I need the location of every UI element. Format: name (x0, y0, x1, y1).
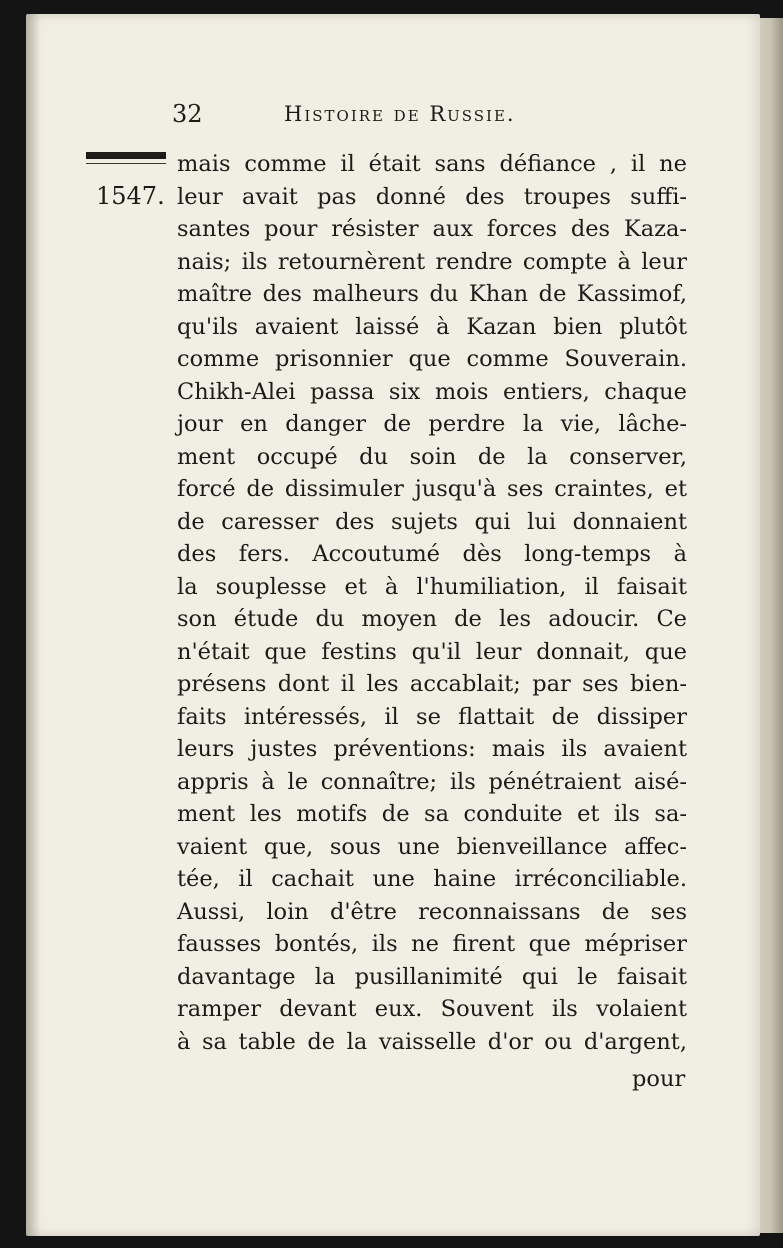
text-line: Chikh-Alei passa six mois entiers, chaque (177, 378, 687, 405)
text-line: fausses bontés, ils ne firent que mépriser (177, 931, 687, 957)
text-line: leurs justes préventions: mais ils avaient (177, 736, 687, 762)
text-line: appris à le connaître; ils pénétraient aisé- (177, 768, 687, 795)
text-line: ramper devant eux. Souvent ils volaient (177, 996, 687, 1022)
text-line: leur avait pas donné des troupes suffi- (177, 183, 687, 210)
gutter-shadow (26, 14, 40, 1236)
text-line: forcé de dissimuler jusqu'à ses craintes, et (177, 476, 687, 502)
text-line: son étude du moyen de les adoucir. Ce (177, 606, 687, 632)
text-line: Aussi, loin d'être reconnaissans de ses (177, 898, 687, 925)
running-title: Histoire de Russie. (284, 102, 516, 126)
text-line: qu'ils avaient laissé à Kazan bien plutôt (177, 313, 687, 340)
text-line: vaient que, sous une bienveillance affec- (177, 833, 687, 860)
margin-year: 1547. (96, 182, 165, 210)
text-line: maître des malheurs du Khan de Kassimof, (177, 281, 687, 307)
margin-rule (86, 152, 166, 159)
text-line: davantage la pusillanimité qui le faisait (177, 963, 687, 990)
text-line: santes pour résister aux forces des Kaza- (177, 216, 687, 242)
text-line: présens dont il les accablait; par ses bien- (177, 671, 687, 697)
margin-rule-thin (86, 163, 166, 164)
text-line: la souplesse et à l'humiliation, il faisait (177, 573, 687, 600)
text-line: n'était que festins qu'il leur donnait, que (177, 638, 687, 665)
text-line: ment les motifs de sa conduite et ils sa- (177, 801, 687, 827)
text-line: nais; ils retournèrent rendre compte à leur (177, 248, 687, 275)
text-line: faits intéressés, il se flattait de dissiper (177, 703, 687, 730)
text-line: ment occupé du soin de la conserver, (177, 443, 687, 470)
text-line: des fers. Accoutumé dès long-temps à (177, 541, 687, 567)
text-line: tée, il cachait une haine irréconciliable. (177, 866, 687, 892)
body-text (177, 148, 687, 1058)
page-number: 32 (172, 100, 203, 128)
catchword: pour (632, 1066, 686, 1092)
text-line: comme prisonnier que comme Souverain. (177, 346, 687, 372)
text-line: jour en danger de perdre la vie, lâche- (177, 411, 687, 437)
text-line: de caresser des sujets qui lui donnaient (177, 508, 687, 535)
text-line: mais comme il était sans défiance , il ne (177, 151, 687, 177)
text-line: à sa table de la vaisselle d'or ou d'argent, (177, 1028, 687, 1055)
running-head (172, 100, 692, 132)
